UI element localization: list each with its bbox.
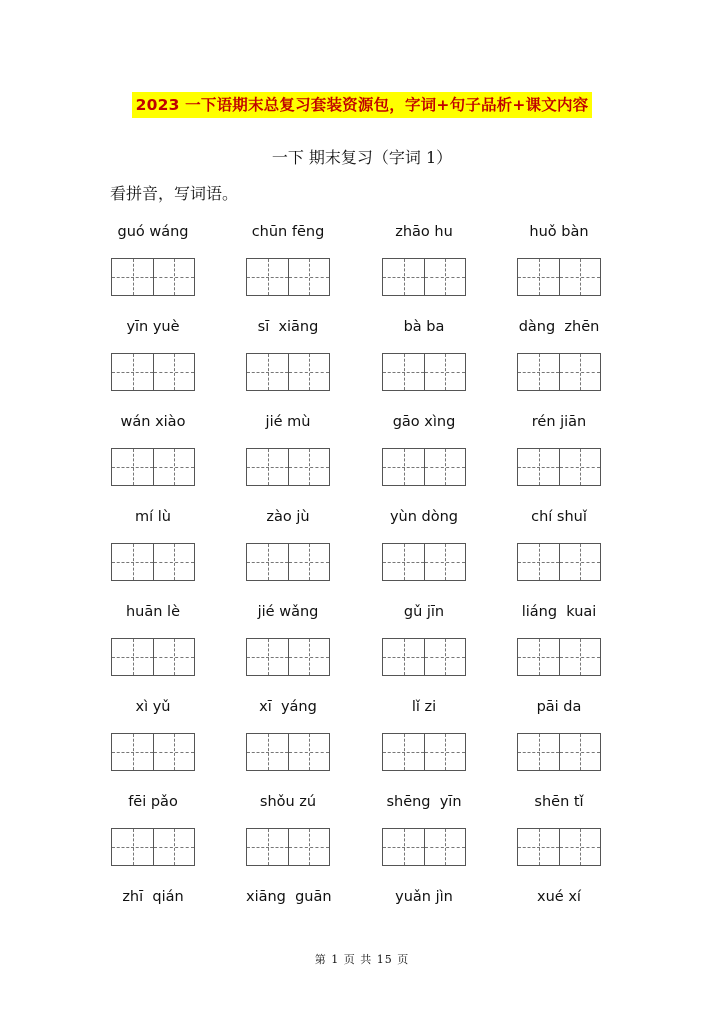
pinyin-label: xī yáng (259, 699, 317, 715)
pinyin-label: lǐ zi (411, 699, 437, 715)
grid-cell[interactable] (559, 449, 600, 485)
header-banner: 2023 一下语期末总复习套装资源包，字词+句子品析+课文内容 (132, 92, 593, 118)
writing-grid[interactable] (246, 258, 330, 296)
pinyin-label: jié mù (265, 414, 311, 430)
grid-cell[interactable] (424, 354, 465, 390)
writing-grid[interactable] (382, 258, 466, 296)
pinyin-label: huǒ bàn (529, 224, 589, 240)
pinyin-label: zào jù (266, 509, 310, 525)
writing-grid[interactable] (517, 638, 601, 676)
pinyin-label: wán xiào (120, 414, 186, 430)
grid-cell[interactable] (424, 259, 465, 295)
grid-cell[interactable] (383, 354, 424, 390)
pinyin-label: shēn tǐ (534, 794, 584, 810)
grid-cell[interactable] (559, 639, 600, 675)
grid-cell[interactable] (424, 829, 465, 865)
writing-grid[interactable] (246, 828, 330, 866)
grid-cell[interactable] (153, 544, 194, 580)
grid-cell[interactable] (247, 734, 288, 770)
writing-grid[interactable] (517, 828, 601, 866)
grid-cell[interactable] (288, 449, 329, 485)
writing-grid[interactable] (111, 733, 195, 771)
grid-cell[interactable] (424, 544, 465, 580)
writing-grid[interactable] (382, 733, 466, 771)
grid-cell[interactable] (288, 639, 329, 675)
writing-grid[interactable] (111, 258, 195, 296)
grid-cell[interactable] (288, 829, 329, 865)
grid-cell[interactable] (383, 544, 424, 580)
grid-cell[interactable] (518, 829, 559, 865)
pinyin-label: rén jiān (531, 414, 587, 430)
grid-cell[interactable] (112, 639, 153, 675)
grid-cell[interactable] (153, 829, 194, 865)
writing-grid[interactable] (246, 353, 330, 391)
writing-grid[interactable] (382, 543, 466, 581)
header-banner-wrap (0, 92, 724, 118)
writing-grid[interactable] (517, 733, 601, 771)
grid-cell[interactable] (112, 259, 153, 295)
grid-cell[interactable] (288, 544, 329, 580)
grid-cell[interactable] (288, 734, 329, 770)
worksheet-title: 一下 期末复习（字词 1） (271, 148, 453, 167)
pinyin-label: yùn dòng (389, 509, 459, 525)
page-footer: 第 1 页 共 15 页 (314, 953, 410, 966)
grid-cell[interactable] (112, 829, 153, 865)
writing-grid[interactable] (517, 448, 601, 486)
writing-grid[interactable] (111, 353, 195, 391)
writing-grid[interactable] (111, 638, 195, 676)
grid-cell[interactable] (383, 259, 424, 295)
pinyin-label: chí shuǐ (531, 509, 587, 525)
pinyin-label: yīn yuè (126, 319, 180, 335)
grid-cell[interactable] (383, 449, 424, 485)
grid-cell[interactable] (153, 449, 194, 485)
pinyin-label: zhī qián (122, 889, 184, 905)
grid-cell[interactable] (383, 829, 424, 865)
pinyin-label: fēi pǎo (128, 794, 178, 810)
writing-grid[interactable] (382, 448, 466, 486)
grid-cell[interactable] (247, 354, 288, 390)
grid-cell[interactable] (112, 449, 153, 485)
pinyin-label: bà ba (403, 319, 445, 335)
grid-cell[interactable] (153, 639, 194, 675)
pinyin-label: sī xiāng (257, 319, 319, 335)
pinyin-label: pāi da (536, 699, 582, 715)
grid-cell[interactable] (518, 639, 559, 675)
pinyin-label: zhāo hu (395, 224, 453, 240)
grid-cell[interactable] (383, 639, 424, 675)
pinyin-label: dàng zhēn (518, 319, 600, 335)
pinyin-label: jié wǎng (257, 604, 319, 620)
grid-cell[interactable] (424, 449, 465, 485)
writing-grid[interactable] (111, 448, 195, 486)
grid-cell[interactable] (518, 354, 559, 390)
grid-cell[interactable] (112, 734, 153, 770)
writing-grid[interactable] (111, 543, 195, 581)
grid-cell[interactable] (288, 259, 329, 295)
grid-cell[interactable] (559, 544, 600, 580)
pinyin-label: gǔ jīn (403, 604, 445, 620)
pinyin-label: guó wáng (117, 224, 189, 240)
writing-grid[interactable] (382, 353, 466, 391)
grid-cell[interactable] (153, 354, 194, 390)
grid-cell[interactable] (559, 734, 600, 770)
grid-cell[interactable] (424, 734, 465, 770)
pinyin-label: gāo xìng (392, 414, 456, 430)
pinyin-label: shēng yīn (386, 794, 462, 810)
grid-cell[interactable] (112, 544, 153, 580)
pinyin-label: chūn fēng (251, 224, 325, 240)
writing-grid[interactable] (517, 353, 601, 391)
grid-cell[interactable] (559, 259, 600, 295)
pinyin-label: xì yǔ (135, 699, 171, 715)
grid-cell[interactable] (518, 544, 559, 580)
exercise-instruction: 看拼音，写词语。 (110, 184, 239, 203)
writing-grid[interactable] (246, 448, 330, 486)
pinyin-label: liáng kuai (521, 604, 597, 620)
grid-cell[interactable] (247, 829, 288, 865)
writing-grid[interactable] (246, 733, 330, 771)
pinyin-label: shǒu zú (259, 794, 317, 810)
grid-cell[interactable] (424, 639, 465, 675)
pinyin-label: yuǎn jìn (395, 889, 453, 905)
grid-cell[interactable] (112, 354, 153, 390)
writing-grid[interactable] (111, 828, 195, 866)
writing-grid[interactable] (517, 258, 601, 296)
grid-cell[interactable] (518, 449, 559, 485)
grid-cell[interactable] (559, 354, 600, 390)
writing-grid[interactable] (517, 543, 601, 581)
writing-grid[interactable] (382, 828, 466, 866)
grid-cell[interactable] (247, 544, 288, 580)
writing-grid[interactable] (382, 638, 466, 676)
grid-cell[interactable] (247, 449, 288, 485)
writing-grid[interactable] (246, 543, 330, 581)
pinyin-label: xiāng guān (246, 889, 332, 905)
grid-cell[interactable] (559, 829, 600, 865)
pinyin-label: xué xí (537, 889, 581, 905)
grid-cell[interactable] (247, 639, 288, 675)
pinyin-label: huān lè (125, 604, 180, 620)
grid-cell[interactable] (383, 734, 424, 770)
grid-cell[interactable] (518, 259, 559, 295)
grid-cell[interactable] (288, 354, 329, 390)
grid-cell[interactable] (153, 734, 194, 770)
grid-cell[interactable] (153, 259, 194, 295)
pinyin-label: mí lù (135, 509, 171, 525)
grid-cell[interactable] (247, 259, 288, 295)
writing-grid[interactable] (246, 638, 330, 676)
grid-cell[interactable] (518, 734, 559, 770)
